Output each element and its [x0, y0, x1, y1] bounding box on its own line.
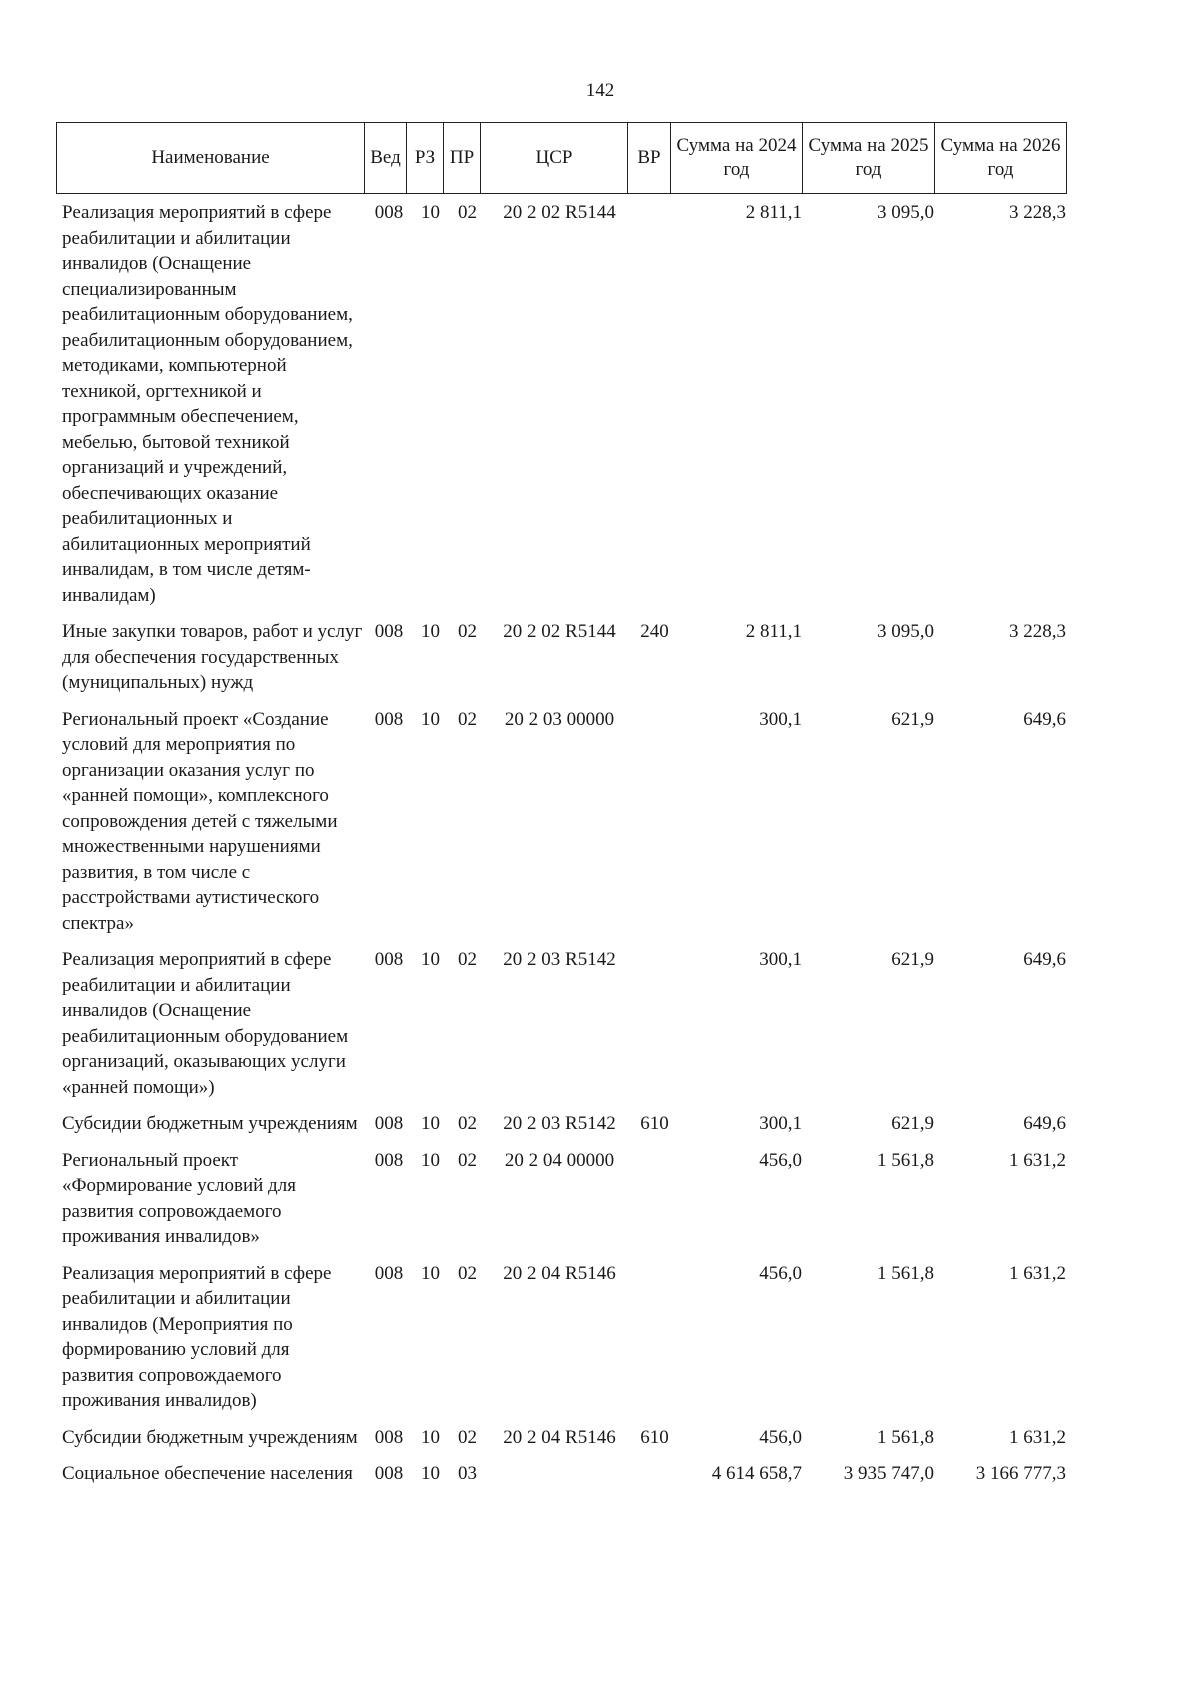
row-sum-2025: 621,9	[891, 708, 934, 730]
row-sum-2026: 3 228,3	[1009, 202, 1066, 223]
row-pr: 02	[458, 1149, 477, 1171]
row-sum-2024: 456,0	[759, 1426, 802, 1448]
row-sum-2024: 456,0	[759, 1149, 802, 1171]
row-name: Региональный проект «Формирование условий для развития сопровождаемого проживания инвалидов»	[62, 1149, 296, 1247]
row-name: Региональный проект «Создание условий для мероприятия по организации оказания услуг по «ранней помощи», комплексного сопровождения детей с тяжелыми множественными нарушениями развития, в том числе с расстройствами аутистического спектра»	[62, 708, 338, 934]
row-sum-2024: 300,1	[759, 949, 802, 970]
row-pr: 03	[458, 1463, 477, 1484]
row-rz: 10	[421, 949, 440, 970]
row-csr: 20 2 04 00000	[504, 1149, 615, 1171]
row-pr: 02	[458, 1262, 477, 1284]
table-row	[56, 1148, 1072, 1261]
row-sum-2025: 3 095,0	[877, 202, 934, 223]
row-pr: 02	[458, 202, 477, 223]
page-number: 142	[585, 80, 615, 101]
row-ved: 008	[374, 949, 404, 970]
row-csr: 20 2 04 R5146	[503, 1426, 616, 1448]
row-sum-2024: 2 811,1	[745, 202, 802, 223]
row-name: Субсидии бюджетным учреждениям	[62, 1426, 358, 1448]
row-pr: 02	[458, 1426, 477, 1448]
row-sum-2025: 3 935 747,0	[843, 1463, 934, 1484]
table-row	[56, 619, 1072, 707]
row-sum-2026: 649,6	[1023, 949, 1066, 970]
row-rz: 10	[421, 1426, 440, 1448]
row-name: Субсидии бюджетным учреждениям	[62, 1113, 358, 1134]
row-sum-2024: 2 811,1	[745, 621, 802, 642]
table-row	[56, 1111, 1072, 1148]
row-vr	[633, 1461, 676, 1498]
row-name: Реализация мероприятий в сфере реабилитации и абилитации инвалидов (Оснащение реабилитационным оборудованием организаций, оказывающих услуги «ранней помощи»)	[62, 949, 349, 1098]
table-header	[56, 122, 1067, 194]
row-rz: 10	[421, 1149, 440, 1171]
header-ved: Вед	[365, 123, 407, 194]
row-ved: 008	[374, 1113, 404, 1134]
row-pr: 02	[458, 621, 477, 642]
row-sum-2025: 1 561,8	[877, 1426, 934, 1448]
table-row	[56, 707, 1072, 948]
header-pr: ПР	[444, 123, 481, 194]
table-row	[56, 1461, 1072, 1498]
row-name: Иные закупки товаров, работ и услуг для обеспечения государственных (муниципальных) нужд	[62, 621, 363, 693]
row-ved: 008	[374, 1149, 404, 1171]
row-sum-2026: 1 631,2	[1009, 1426, 1066, 1448]
row-ved: 008	[374, 621, 404, 642]
row-vr	[633, 707, 676, 948]
row-rz: 10	[421, 708, 440, 730]
row-ved: 008	[374, 1463, 404, 1484]
row-pr: 02	[458, 949, 477, 970]
row-sum-2026: 649,6	[1023, 708, 1066, 730]
table-row	[56, 1261, 1072, 1425]
row-sum-2026: 3 166 777,3	[975, 1463, 1066, 1484]
row-csr: 20 2 02 R5144	[503, 621, 616, 642]
row-sum-2025: 1 561,8	[877, 1149, 934, 1171]
table-row	[56, 200, 1072, 619]
header-rz: РЗ	[407, 123, 444, 194]
row-ved: 008	[374, 202, 404, 223]
row-csr: 20 2 03 R5142	[503, 1113, 616, 1134]
row-rz: 10	[421, 1262, 440, 1284]
row-name: Социальное обеспечение населения	[62, 1463, 353, 1484]
row-sum-2024: 4 614 658,7	[711, 1463, 802, 1484]
row-rz: 10	[421, 1463, 440, 1484]
row-sum-2024: 456,0	[759, 1262, 802, 1284]
row-vr	[633, 200, 676, 619]
row-csr	[486, 1461, 633, 1498]
row-name: Реализация мероприятий в сфере реабилитации и абилитации инвалидов (Мероприятия по формированию условий для развития сопровождаемого проживания инвалидов)	[62, 1262, 332, 1411]
budget-table	[56, 200, 1072, 1498]
row-sum-2026: 1 631,2	[1009, 1149, 1066, 1171]
row-sum-2025: 3 095,0	[877, 621, 934, 642]
row-sum-2026: 649,6	[1023, 1113, 1066, 1134]
row-vr: 240	[640, 621, 669, 642]
row-pr: 02	[458, 708, 477, 730]
row-rz: 10	[421, 621, 440, 642]
row-sum-2025: 621,9	[891, 949, 934, 970]
row-rz: 10	[421, 202, 440, 223]
row-vr: 610	[640, 1113, 669, 1134]
row-csr: 20 2 03 R5142	[503, 949, 616, 970]
row-csr: 20 2 04 R5146	[503, 1262, 616, 1284]
row-sum-2026: 3 228,3	[1009, 621, 1066, 642]
row-sum-2025: 1 561,8	[877, 1262, 934, 1284]
header-csr: ЦСР	[481, 123, 628, 194]
row-vr	[633, 1261, 676, 1425]
header-name: Наименование	[57, 123, 365, 194]
row-name: Реализация мероприятий в сфере реабилитации и абилитации инвалидов (Оснащение специализированным реабилитационным оборудованием, реабилитационным оборудованием, методиками, компьютерной техникой, оргтехникой и программным обеспечением, мебелью, бытовой техникой организаций и учреждений, обеспечивающих оказание реабилитационных и абилитационных мероприятий инвалидам, в том числе детям-инвалидам)	[62, 202, 353, 606]
table-row	[56, 947, 1072, 1111]
header-sum-2026: Сумма на 2026 год	[935, 123, 1067, 194]
row-vr	[633, 1148, 676, 1261]
row-sum-2025: 621,9	[891, 1113, 934, 1134]
row-sum-2024: 300,1	[759, 708, 802, 730]
row-ved: 008	[374, 1262, 404, 1284]
row-vr	[633, 947, 676, 1111]
header-vr: ВР	[628, 123, 671, 194]
row-csr: 20 2 02 R5144	[503, 202, 616, 223]
table-row	[56, 1425, 1072, 1462]
row-sum-2026: 1 631,2	[1009, 1262, 1066, 1284]
row-rz: 10	[421, 1113, 440, 1134]
row-sum-2024: 300,1	[759, 1113, 802, 1134]
row-pr: 02	[458, 1113, 477, 1134]
header-sum-2024: Сумма на 2024 год	[671, 123, 803, 194]
row-ved: 008	[374, 1426, 404, 1448]
row-csr: 20 2 03 00000	[504, 708, 615, 730]
row-ved: 008	[374, 708, 404, 730]
header-sum-2025: Сумма на 2025 год	[803, 123, 935, 194]
row-vr: 610	[640, 1426, 669, 1448]
